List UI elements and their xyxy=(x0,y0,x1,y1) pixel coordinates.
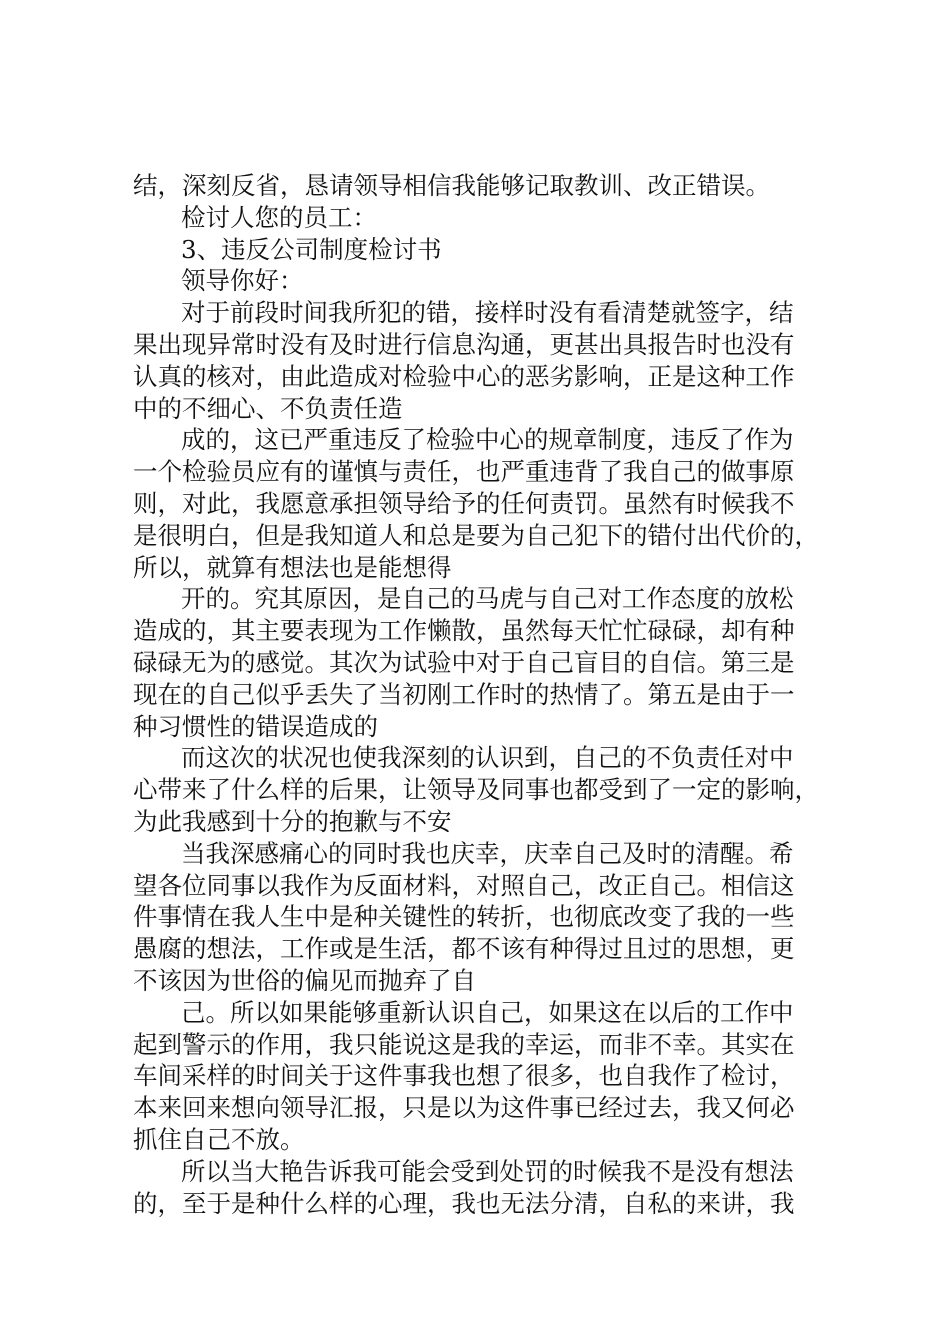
text-line: 种习惯性的错误造成的 xyxy=(133,711,378,741)
text-line: 是很明白，但是我知道人和总是要为自己犯下的错付出代价的， xyxy=(133,520,819,550)
text-line: 领导你好： xyxy=(181,266,304,296)
text-line: 愚腐的想法，工作或是生活，都不该有种得过且过的思想，更 xyxy=(133,934,795,964)
text-line: 望各位同事以我作为反面材料，对照自己，改正自己。相信这 xyxy=(133,870,795,900)
text-line: 造成的，其主要表现为工作懒散，虽然每天忙忙碌碌，却有种 xyxy=(133,616,795,646)
text-line: 的，至于是种什么样的心理，我也无法分清，自私的来讲，我 xyxy=(133,1188,795,1218)
text-line: 车间采样的时间关于这件事我也想了很多，也自我作了检讨， xyxy=(133,1061,795,1091)
text-line: 抓住自己不放。 xyxy=(133,1124,305,1154)
text-line: 心带来了什么样的后果，让领导及同事也都受到了一定的影响， xyxy=(133,775,819,805)
text-line: 开的。究其原因，是自己的马虎与自己对工作态度的放松 xyxy=(181,584,794,614)
text-line: 检讨人您的员工： xyxy=(181,202,377,232)
text-line: 不该因为世俗的偏见而抛弃了自 xyxy=(133,965,476,995)
text-line: 本来回来想向领导汇报，只是以为这件事已经过去，我又何必 xyxy=(133,1093,795,1123)
text-line: 中的不细心、不负责任造 xyxy=(133,393,403,423)
text-line: 对于前段时间我所犯的错，接样时没有看清楚就签字，结 xyxy=(181,298,794,328)
document-body xyxy=(133,170,845,1219)
text-line: 所以当大艳告诉我可能会受到处罚的时候我不是没有想法 xyxy=(181,1156,794,1186)
text-line: 当我深感痛心的同时我也庆幸，庆幸自己及时的清醒。希 xyxy=(181,838,794,868)
text-line: 则，对此，我愿意承担领导给予的任何责罚。虽然有时候我不 xyxy=(133,488,795,518)
text-line: 所以，就算有想法也是能想得 xyxy=(133,552,452,582)
text-line: 碌碌无为的感觉。其次为试验中对于自己盲目的自信。第三是 xyxy=(133,647,795,677)
text-line: 起到警示的作用，我只能说这是我的幸运，而非不幸。其实在 xyxy=(133,1029,795,1059)
text-line: 己。所以如果能够重新认识自己，如果这在以后的工作中 xyxy=(181,997,794,1027)
text-line: 结，深刻反省，恳请领导相信我能够记取教训、改正错误。 xyxy=(133,171,770,200)
text-line: 一个检验员应有的谨慎与责任，也严重违背了我自己的做事原 xyxy=(133,457,795,487)
text-line: 果出现异常时没有及时进行信息沟通，更甚出具报告时也没有 xyxy=(133,329,795,359)
text-line: 认真的核对，由此造成对检验中心的恶劣影响，正是这种工作 xyxy=(133,361,795,391)
text-line: 3、违反公司制度检讨书 xyxy=(181,234,442,264)
text-line: 成的，这已严重违反了检验中心的规章制度，违反了作为 xyxy=(181,425,794,455)
text-line: 现在的自己似乎丢失了当初刚工作时的热情了。第五是由于一 xyxy=(133,679,795,709)
text-line: 件事情在我人生中是种关键性的转折，也彻底改变了我的一些 xyxy=(133,902,795,932)
text-line: 而这次的状况也使我深刻的认识到，自己的不负责任对中 xyxy=(181,743,794,773)
text-line: 为此我感到十分的抱歉与不安 xyxy=(133,806,452,836)
